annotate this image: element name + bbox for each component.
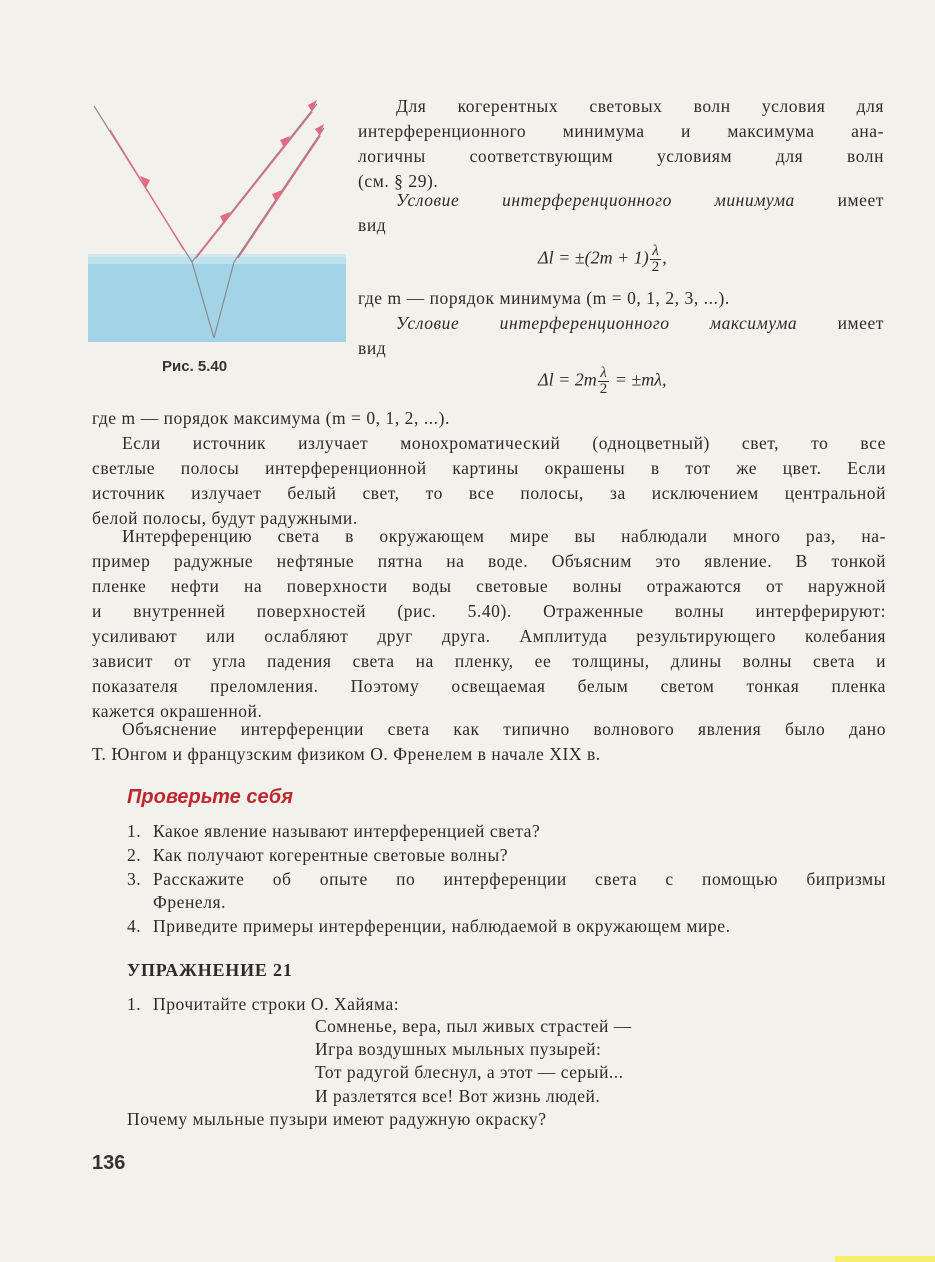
water-area xyxy=(88,257,346,342)
para2-line-8: кажется окрашенной. xyxy=(92,701,263,721)
figure-caption: Рис. 5.40 xyxy=(162,358,228,375)
question-2-text: Как получают когерентные световые волны? xyxy=(153,845,509,865)
max-formula-right: = ±mλ, xyxy=(610,369,667,390)
exercise-item-num: 1. xyxy=(127,994,142,1014)
film-layer xyxy=(88,254,346,264)
max-condition-rest: имеет xyxy=(797,313,884,333)
poem-line-2: Игра воздушных мыльных пузырей: xyxy=(315,1039,602,1059)
intro-line-3: логичны соответствующим условиям для волн xyxy=(358,146,884,166)
question-3-cont: Френеля. xyxy=(153,892,227,912)
question-2-num: 2. xyxy=(127,845,142,865)
question-3-num: 3. xyxy=(127,869,142,889)
para3-line-1: Объяснение интерференции света как типично волнового явления было дано xyxy=(122,719,886,739)
intro-line-4: (см. § 29). xyxy=(358,171,439,191)
max-formula xyxy=(538,366,667,397)
question-4-text: Приведите примеры интерференции, наблюдаемой в окружающем мире. xyxy=(153,916,731,936)
question-1-num: 1. xyxy=(127,821,142,841)
poem-line-4: И разлетятся все! Вот жизнь людей. xyxy=(315,1086,601,1106)
para2-line-6: зависит от угла падения света на пленку, ее толщины, длины волны света и xyxy=(92,651,886,671)
max-where: где m — порядок максимума (m = 0, 1, 2, ...). xyxy=(92,408,450,428)
question-4 xyxy=(127,914,731,939)
max-formula-fraction xyxy=(598,366,610,397)
exercise-heading: УПРАЖНЕНИЕ 21 xyxy=(127,960,293,980)
exercise-question: Почему мыльные пузыри имеют радужную окраску? xyxy=(127,1109,547,1129)
poem-line-3: Тот радугой блеснул, а этот — серый... xyxy=(315,1062,624,1082)
corner-strip xyxy=(835,1256,935,1262)
figure-thin-film-reflection xyxy=(84,92,346,392)
question-4-num: 4. xyxy=(127,916,142,936)
exercise-item-text: Прочитайте строки О. Хайяма: xyxy=(153,994,400,1014)
para2-line-7: показателя преломления. Поэтому освещаемая белым светом тонкая пленка xyxy=(92,676,886,696)
min-formula-end: , xyxy=(662,247,667,268)
question-1-text: Какое явление называют интерференцией света? xyxy=(153,821,541,841)
para2-line-1: Интерференцию света в окружающем мире вы наблюдали много раз, на- xyxy=(122,526,886,546)
min-frac-den: 2 xyxy=(651,259,660,275)
max-condition-italic: Условие интерференционного максимума xyxy=(396,313,798,333)
exercise-item xyxy=(127,992,399,1017)
para2-line-3: пленке нефти на поверхности воды световые волны отражаются от наружной xyxy=(92,576,886,596)
para1-line-4: белой полосы, будут радужными. xyxy=(92,508,358,528)
question-2 xyxy=(127,843,508,868)
intro-line-2: интерференционного минимума и максимума ана- xyxy=(358,121,884,141)
max-frac-den: 2 xyxy=(599,381,608,397)
poem-line-1: Сомненье, вера, пыл живых страстей — xyxy=(315,1016,632,1036)
max-formula-left: Δl = 2m xyxy=(538,369,597,390)
min-condition-italic: Условие интерференционного минимума xyxy=(396,190,795,210)
para1-line-2: светлые полосы интерференционной картины окрашены в тот же цвет. Если xyxy=(92,458,886,478)
min-condition-line-2: вид xyxy=(358,215,387,235)
para2-line-4: и внутренней поверхностей (рис. 5.40). Отраженные волны интерферируют: xyxy=(92,601,886,621)
min-where: где m — порядок минимума (m = 0, 1, 2, 3, ...). xyxy=(358,288,730,308)
reflected-ray-1 xyxy=(192,104,317,262)
intro-line-1: Для когерентных световых волн условия для xyxy=(396,96,884,116)
max-frac-num: λ xyxy=(598,366,610,382)
question-3 xyxy=(127,867,886,892)
min-frac-num: λ xyxy=(650,244,662,260)
para2-line-2: пример радужные нефтяные пятна на воде. Объясним это явление. В тонкой xyxy=(92,551,886,571)
max-condition-line-1 xyxy=(358,311,884,336)
pink-incident xyxy=(110,130,184,250)
page-number: 136 xyxy=(92,1152,126,1174)
min-formula-fraction xyxy=(650,244,662,275)
min-condition-rest: имеет xyxy=(794,190,884,210)
check-yourself-heading: Проверьте себя xyxy=(127,786,293,808)
para3-line-2: Т. Юнгом и французским физиком О. Френелем в начале XIX в. xyxy=(92,744,601,764)
question-3-text: Расскажите об опыте по интерференции света с помощью бипризмы xyxy=(153,869,886,889)
min-formula xyxy=(538,244,667,275)
para1-line-3: источник излучает белый свет, то все полосы, за исключением центральной xyxy=(92,483,886,503)
min-condition-line-1 xyxy=(358,188,884,213)
min-formula-left: Δl = ±(2m + 1) xyxy=(538,247,649,268)
max-condition-line-2: вид xyxy=(358,338,387,358)
pink-reflected-1 xyxy=(196,112,312,258)
question-1 xyxy=(127,819,540,844)
para2-line-5: усиливают или ослабляют друг друга. Амплитуда результирующего колебания xyxy=(92,626,886,646)
para1-line-1: Если источник излучает монохроматический (одноцветный) свет, то все xyxy=(122,433,886,453)
